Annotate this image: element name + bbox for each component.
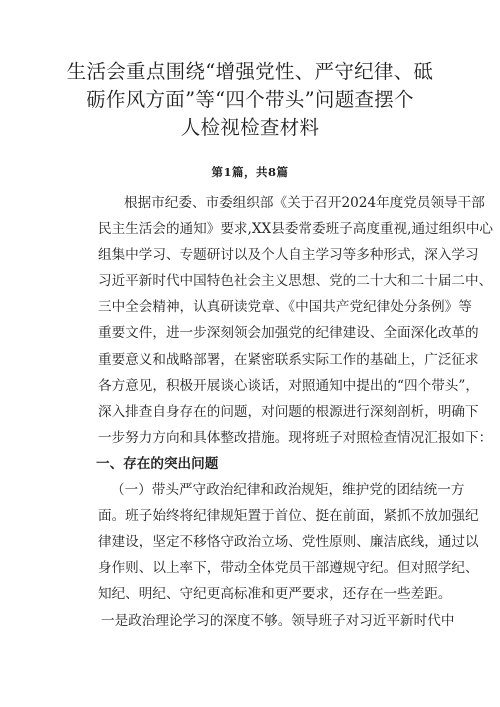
document-title bbox=[60, 58, 440, 142]
paragraph-line: 深入排查自身存在的问题，对问题的根源进行深刻剖析，明确下 bbox=[98, 403, 479, 420]
paragraph-line: 三中全会精神，认真研读党章、《中国共产党纪律处分条例》等 bbox=[98, 299, 472, 316]
paragraph-line: 知纪、明纪、守纪更高标准和更严要求，还存在一些差距。 bbox=[98, 586, 452, 603]
paragraph-line: 重要文件，进一步深刻领会加强党的纪律建设、全面深化改革的 bbox=[98, 325, 479, 342]
section-heading: 一、存在的突出问题 bbox=[96, 455, 219, 472]
paragraph-line: 组集中学习、专题研讨以及个人自主学习等多种形式，深入学习 bbox=[98, 247, 479, 264]
paragraph-line: 民主生活会的通知》要求,XX县委常委班子高度重视,通过组织中心 bbox=[98, 221, 494, 238]
paragraph-line: 面。班子始终将纪律规矩置于首位、挺在前面，紧抓不放加强纪 bbox=[98, 508, 479, 525]
title-line-2: 砺作风方面”等“四个带头”问题查摆个 bbox=[86, 88, 414, 111]
paragraph-line: 一是政治理论学习的深度不够。领导班子对习近平新时代中 bbox=[101, 612, 455, 629]
paragraph-line: 律建设，坚定不移恪守政治立场、党性原则、廉洁底线，通过以 bbox=[98, 534, 479, 551]
paragraph-line: 重要意义和战略部署，在紧密联系实际工作的基础上，广泛征求 bbox=[98, 351, 479, 368]
title-line-3: 人检视检查材料 bbox=[180, 116, 320, 139]
document-body bbox=[96, 190, 494, 634]
paragraph-line: 习近平新时代中国特色社会主义思想、党的二十大和二十届二中、 bbox=[98, 273, 493, 290]
paragraph-line: （一）带头严守政治纪律和政治规矩，维护党的团结统一方 bbox=[111, 482, 465, 499]
paragraph-line: 根据市纪委、市委组织部《关于召开2024年度党员领导干部 bbox=[124, 195, 485, 211]
title-line-1: 生活会重点围绕“增强党性、严守纪律、砥 bbox=[66, 60, 434, 83]
page-indicator: 第1篇，共8篇 bbox=[211, 165, 289, 179]
paragraph-line: 身作则、以上率下，带动全体党员干部遵规守纪。但对照学纪、 bbox=[98, 560, 479, 577]
paragraph-line: 一步努力方向和具体整改措施。现将班子对照检查情况汇报如下： bbox=[98, 429, 493, 446]
paragraph-line: 各方意见，积极开展谈心谈话，对照通知中提出的“四个带头”， bbox=[98, 377, 479, 394]
